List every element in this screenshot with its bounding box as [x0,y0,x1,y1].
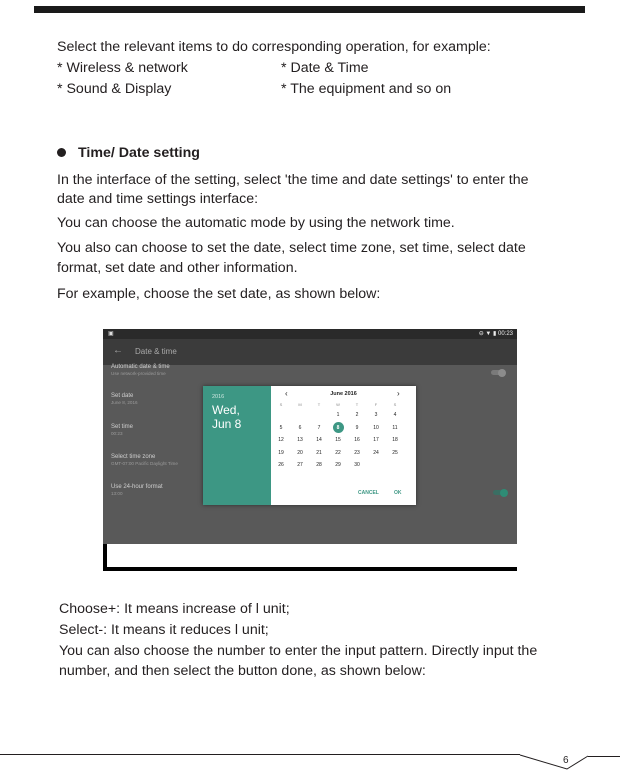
calendar-day[interactable]: 22 [335,449,341,456]
weekday-label: M [298,402,302,407]
setting-row-24-hour[interactable] [111,484,163,496]
calendar-day[interactable]: 30 [354,462,360,468]
prev-month-icon[interactable]: ‹ [285,389,288,398]
paragraph-line: Select-: It means it reduces l unit; [59,622,269,638]
intro-item-wireless: * Wireless & network [57,60,188,76]
setting-title: Select time zone [111,454,156,460]
selected-month-day: Jun 8 [212,417,242,431]
settings-screenshot [103,329,517,571]
cancel-button[interactable]: CANCEL [358,490,379,496]
setting-subtitle: GMT-07:00 Pacific Daylight Time [111,461,178,466]
paragraph-line: You can also choose the number to enter the input pattern. Directly input the [59,643,538,659]
calendar-day[interactable]: 19 [278,449,284,456]
calendar-day[interactable]: 6 [298,424,302,431]
weekday-label: F [374,402,378,407]
setting-subtitle: June 8, 2016 [111,400,138,405]
back-arrow-icon[interactable]: ← [113,345,123,356]
calendar-day[interactable]: 15 [335,437,341,443]
paragraph-line: Choose+: It means increase of l unit; [59,601,290,617]
weekday-label: T [355,402,359,407]
intro-item-equipment: * The equipment and so on [281,81,452,97]
setting-subtitle: 13:00 [111,491,123,496]
setting-title: Set time [111,424,134,430]
selected-year[interactable]: 2016 [212,394,225,400]
date-picker-dialog [203,386,416,505]
gallery-icon: ▣ [108,331,114,337]
calendar-day[interactable]: 14 [316,437,322,443]
calendar-day[interactable]: 25 [392,449,398,456]
intro-item-sound: * Sound & Display [57,81,172,97]
paragraph-line: number, and then select the button done, as shown below: [59,663,426,679]
weekday-label: T [317,402,321,407]
ok-button[interactable]: OK [394,490,402,496]
calendar-day[interactable]: 1 [336,412,340,418]
footer-rule-right [588,756,620,757]
calendar-day[interactable]: 16 [354,437,360,443]
selected-date [212,403,241,431]
setting-subtitle: 00:23 [111,431,123,436]
calendar-day[interactable]: 26 [278,462,284,468]
setting-subtitle: Use network-provided time [111,371,166,376]
status-icons: ⊖ ▼ ▮ 00:23 [478,331,513,337]
paragraph-line: You also can choose to set the date, select time zone, set time, select date [57,240,526,256]
intro-line: Select the relevant items to do corresponding operation, for example: [57,39,491,55]
calendar-day[interactable]: 9 [355,424,359,431]
paragraph-line: In the interface of the setting, select 'the time and date settings' to enter the [57,172,529,188]
setting-row-set-date[interactable] [111,393,138,405]
section-heading: Time/ Date setting [78,145,200,161]
calendar-day[interactable]: 10 [373,424,379,431]
calendar-day[interactable]: 24 [373,449,379,456]
calendar-day[interactable]: 2 [355,412,359,418]
calendar-day[interactable]: 7 [317,424,321,431]
weekday-label: S [279,402,283,407]
calendar-day[interactable]: 3 [374,412,378,418]
setting-row-set-time[interactable] [111,424,133,436]
calendar-month: June 2016 [330,391,357,397]
calendar-day[interactable]: 17 [373,437,379,443]
calendar-day[interactable]: 20 [297,449,303,456]
app-bar-title: Date & time [135,347,177,356]
24-hour-toggle[interactable] [493,490,507,495]
weekday-label: W [336,402,340,407]
paragraph-line: format, set date and other information. [57,260,298,276]
setting-title: Set date [111,393,134,399]
calendar-day[interactable]: 28 [316,462,322,468]
status-time: 00:23 [497,331,513,337]
setting-row-automatic[interactable] [111,364,170,376]
automatic-toggle[interactable] [491,370,505,375]
date-picker-header [203,386,271,505]
next-month-icon[interactable]: › [397,389,400,398]
setting-title: Use 24-hour format [111,484,163,490]
calendar-day[interactable]: 23 [354,449,360,456]
calendar-day[interactable]: 4 [393,412,397,418]
bullet-icon [57,148,66,157]
setting-title: Automatic date & time [111,364,170,370]
calendar-day[interactable]: 8 [336,424,340,431]
header-bar [34,6,585,13]
calendar-day[interactable]: 21 [316,449,322,456]
calendar-day[interactable]: 13 [297,437,303,443]
screenshot-blank-area [107,544,517,567]
calendar-day[interactable]: 29 [335,462,341,468]
paragraph-line: date and time settings interface: [57,191,259,207]
calendar-day[interactable]: 27 [297,462,303,468]
status-bar [103,329,517,339]
paragraph-line: You can choose the automatic mode by using the network time. [57,215,455,231]
calendar-day[interactable]: 5 [279,424,283,431]
calendar [271,386,416,505]
calendar-day[interactable]: 11 [392,424,398,431]
calendar-day[interactable]: 18 [392,437,398,443]
weekday-label: S [393,402,397,407]
selected-weekday: Wed, [212,403,240,417]
calendar-day[interactable]: 12 [278,437,284,443]
app-bar [103,339,517,365]
footer-rule [0,754,520,755]
setting-row-time-zone[interactable] [111,454,178,466]
intro-item-date-time: * Date & Time [281,60,369,76]
footer-notch [515,750,595,775]
paragraph-line: For example, choose the set date, as shown below: [57,286,381,302]
page-number: 6 [563,755,569,766]
screen [103,329,517,544]
